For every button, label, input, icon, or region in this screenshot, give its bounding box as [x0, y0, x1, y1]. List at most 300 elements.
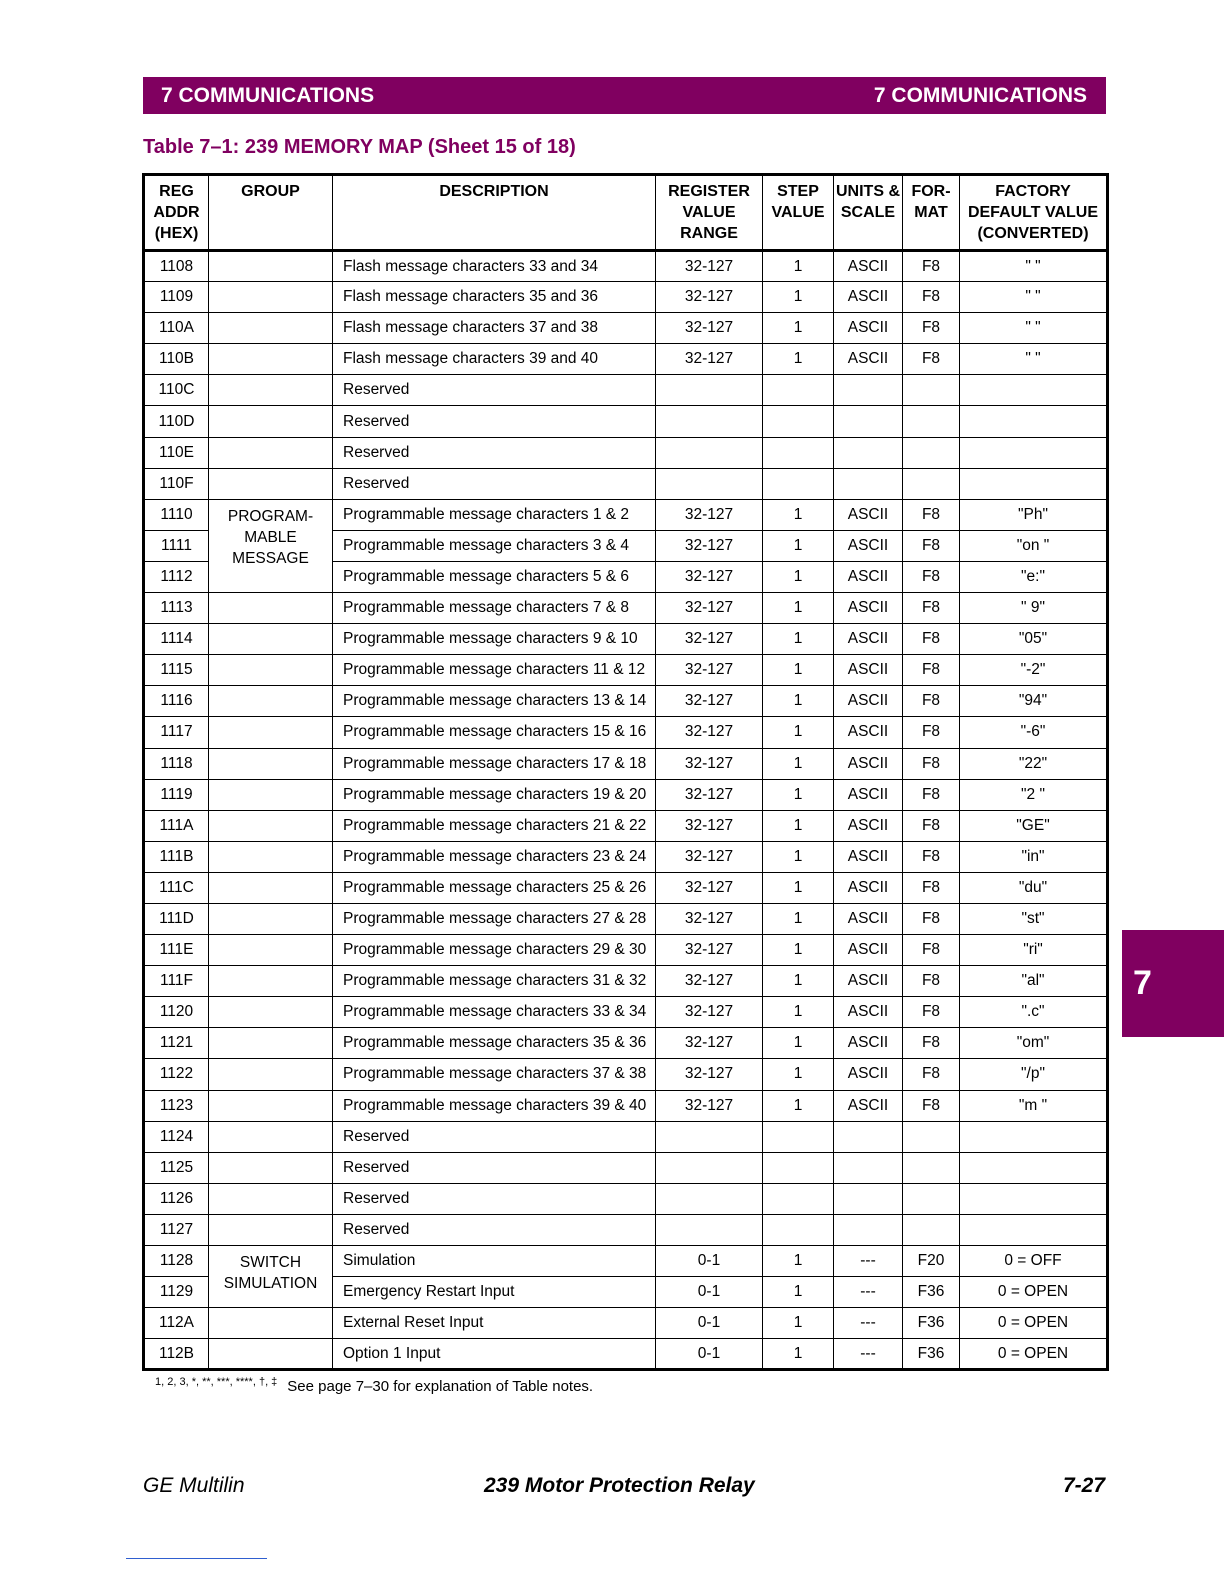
footer-page-number: 7-27	[1063, 1474, 1106, 1497]
section-header-bar	[143, 77, 1106, 114]
cell-format: F36	[903, 1277, 960, 1308]
header-line: REG	[159, 183, 194, 200]
cell-description: Flash message characters 37 and 38	[333, 313, 656, 344]
cell-units: ASCII	[834, 686, 903, 717]
table-row	[144, 686, 1108, 717]
cell-group	[209, 686, 333, 717]
cell-addr: 1126	[144, 1183, 209, 1214]
cell-description: Programmable message characters 3 & 4	[333, 530, 656, 561]
cell-default: 0 = OFF	[960, 1246, 1108, 1277]
cell-addr: 1128	[144, 1246, 209, 1277]
cell-format: F8	[903, 530, 960, 561]
cell-format: F8	[903, 748, 960, 779]
cell-step: 1	[763, 779, 834, 810]
cell-range: 32-127	[656, 530, 763, 561]
cell-units: ASCII	[834, 810, 903, 841]
table-row	[144, 251, 1108, 282]
cell-group	[209, 966, 333, 997]
cell-range	[656, 1121, 763, 1152]
table-header-row	[144, 175, 1108, 251]
cell-format	[903, 468, 960, 499]
header-line: (CONVERTED)	[977, 225, 1089, 242]
table-row	[144, 717, 1108, 748]
table-row	[144, 841, 1108, 872]
cell-addr: 110A	[144, 313, 209, 344]
cell-group	[209, 903, 333, 934]
cell-step: 1	[763, 282, 834, 313]
cell-step: 1	[763, 841, 834, 872]
cell-default	[960, 1214, 1108, 1245]
cell-group	[209, 935, 333, 966]
cell-format	[903, 1152, 960, 1183]
cell-group	[209, 748, 333, 779]
cell-description: Programmable message characters 33 & 34	[333, 997, 656, 1028]
cell-default: "94"	[960, 686, 1108, 717]
cell-format: F8	[903, 810, 960, 841]
cell-step: 1	[763, 903, 834, 934]
cell-units: ASCII	[834, 593, 903, 624]
cell-default: "st"	[960, 903, 1108, 934]
cell-step: 1	[763, 530, 834, 561]
cell-addr: 112B	[144, 1339, 209, 1370]
header-line: UNITS &	[836, 183, 900, 200]
cell-default	[960, 375, 1108, 406]
header-line: SCALE	[840, 204, 896, 221]
cell-step: 1	[763, 1028, 834, 1059]
table-notes	[155, 1376, 593, 1395]
table-row	[144, 1059, 1108, 1090]
cell-group	[209, 1214, 333, 1245]
cell-step: 1	[763, 1339, 834, 1370]
table-row	[144, 1121, 1108, 1152]
cell-format: F8	[903, 593, 960, 624]
cell-description: Programmable message characters 25 & 26	[333, 872, 656, 903]
cell-group	[209, 1246, 333, 1308]
cell-step: 1	[763, 313, 834, 344]
col-header-group	[209, 175, 333, 251]
cell-group	[209, 251, 333, 282]
cell-units	[834, 1214, 903, 1245]
cell-step: 1	[763, 593, 834, 624]
cell-group	[209, 872, 333, 903]
cell-addr: 111F	[144, 966, 209, 997]
cell-units: ASCII	[834, 841, 903, 872]
cell-default: "in"	[960, 841, 1108, 872]
cell-addr: 110F	[144, 468, 209, 499]
cell-addr: 111A	[144, 810, 209, 841]
table-row	[144, 935, 1108, 966]
cell-group	[209, 593, 333, 624]
cell-format: F8	[903, 841, 960, 872]
cell-addr: 1109	[144, 282, 209, 313]
cell-step: 1	[763, 344, 834, 375]
cell-default: " "	[960, 344, 1108, 375]
cell-units: ASCII	[834, 1090, 903, 1121]
cell-format: F8	[903, 966, 960, 997]
cell-addr: 1113	[144, 593, 209, 624]
cell-range	[656, 437, 763, 468]
cell-addr: 110D	[144, 406, 209, 437]
cell-description: Reserved	[333, 1214, 656, 1245]
cell-group	[209, 282, 333, 313]
cell-description: Programmable message characters 29 & 30	[333, 935, 656, 966]
cell-format	[903, 1214, 960, 1245]
cell-addr: 1112	[144, 561, 209, 592]
table-body	[144, 251, 1108, 1370]
cell-group	[209, 1059, 333, 1090]
cell-format: F8	[903, 655, 960, 686]
cell-units	[834, 437, 903, 468]
cell-default: "m "	[960, 1090, 1108, 1121]
cell-default	[960, 1152, 1108, 1183]
cell-addr: 1116	[144, 686, 209, 717]
cell-step: 1	[763, 1308, 834, 1339]
cell-description: Programmable message characters 15 & 16	[333, 717, 656, 748]
cell-range	[656, 1183, 763, 1214]
cell-units: ASCII	[834, 624, 903, 655]
section-header-right: 7 COMMUNICATIONS	[873, 83, 1087, 107]
cell-range: 32-127	[656, 251, 763, 282]
cell-units: ASCII	[834, 1059, 903, 1090]
chapter-tab: 7	[1122, 930, 1224, 1037]
cell-addr: 1120	[144, 997, 209, 1028]
cell-units	[834, 375, 903, 406]
cell-default	[960, 468, 1108, 499]
cell-default	[960, 406, 1108, 437]
cell-format: F8	[903, 686, 960, 717]
cell-addr: 1110	[144, 499, 209, 530]
header-line: RANGE	[680, 225, 738, 242]
cell-default: " "	[960, 313, 1108, 344]
cell-range: 32-127	[656, 1028, 763, 1059]
header-line: ADDR	[153, 204, 200, 221]
cell-group	[209, 810, 333, 841]
cell-format: F8	[903, 717, 960, 748]
cell-description: Programmable message characters 35 & 36	[333, 1028, 656, 1059]
cell-addr: 110E	[144, 437, 209, 468]
cell-units	[834, 1152, 903, 1183]
cell-format: F8	[903, 1028, 960, 1059]
cell-step	[763, 437, 834, 468]
cell-group	[209, 717, 333, 748]
cell-step: 1	[763, 1277, 834, 1308]
notes-symbols: 1, 2, 3, *, **, ***, ****, †, ‡	[155, 1376, 278, 1388]
cell-range: 32-127	[656, 686, 763, 717]
cell-step	[763, 406, 834, 437]
group-line: SWITCH	[239, 1254, 302, 1271]
cell-addr: 1121	[144, 1028, 209, 1059]
table-row	[144, 903, 1108, 934]
cell-addr: 1108	[144, 251, 209, 282]
cell-addr: 1127	[144, 1214, 209, 1245]
header-line: REGISTER	[668, 183, 750, 200]
header-line: FACTORY	[995, 183, 1071, 200]
cell-step	[763, 1121, 834, 1152]
cell-default: 0 = OPEN	[960, 1339, 1108, 1370]
col-header-desc	[333, 175, 656, 251]
cell-default: "al"	[960, 966, 1108, 997]
cell-group	[209, 344, 333, 375]
table-row	[144, 593, 1108, 624]
cell-description: Programmable message characters 19 & 20	[333, 779, 656, 810]
cell-default: "22"	[960, 748, 1108, 779]
header-line: FOR-	[911, 183, 951, 200]
cell-format: F8	[903, 935, 960, 966]
cell-addr: 1118	[144, 748, 209, 779]
cell-range: 32-127	[656, 841, 763, 872]
cell-default	[960, 437, 1108, 468]
cell-default: "05"	[960, 624, 1108, 655]
cell-range: 32-127	[656, 313, 763, 344]
header-line: VALUE	[771, 204, 825, 221]
cell-group	[209, 624, 333, 655]
cell-step	[763, 1152, 834, 1183]
cell-range: 0-1	[656, 1246, 763, 1277]
cell-description: Simulation	[333, 1246, 656, 1277]
cell-addr: 1122	[144, 1059, 209, 1090]
table-row	[144, 748, 1108, 779]
cell-units: ASCII	[834, 344, 903, 375]
cell-group	[209, 841, 333, 872]
cell-format: F36	[903, 1308, 960, 1339]
cell-format	[903, 406, 960, 437]
cell-addr: 1117	[144, 717, 209, 748]
cell-units: ASCII	[834, 530, 903, 561]
cell-step	[763, 1183, 834, 1214]
cell-addr: 110B	[144, 344, 209, 375]
table-row	[144, 624, 1108, 655]
cell-step: 1	[763, 872, 834, 903]
table-row	[144, 1152, 1108, 1183]
cell-group	[209, 997, 333, 1028]
cell-range: 32-127	[656, 344, 763, 375]
cell-format: F8	[903, 997, 960, 1028]
cell-range: 0-1	[656, 1308, 763, 1339]
cell-step: 1	[763, 561, 834, 592]
cell-group	[209, 1339, 333, 1370]
cell-units: ASCII	[834, 872, 903, 903]
cell-range	[656, 1214, 763, 1245]
cell-description: Reserved	[333, 437, 656, 468]
cell-description: External Reset Input	[333, 1308, 656, 1339]
cell-format: F8	[903, 561, 960, 592]
table-row	[144, 1308, 1108, 1339]
cell-units: ---	[834, 1339, 903, 1370]
cell-addr: 1125	[144, 1152, 209, 1183]
cell-step: 1	[763, 810, 834, 841]
footer-company: GE Multilin	[143, 1474, 245, 1497]
cell-description: Programmable message characters 13 & 14	[333, 686, 656, 717]
table-row	[144, 313, 1108, 344]
cell-group	[209, 1090, 333, 1121]
col-header-range	[656, 175, 763, 251]
cell-range: 32-127	[656, 1059, 763, 1090]
cell-units: ASCII	[834, 561, 903, 592]
table-row	[144, 499, 1108, 530]
cell-format	[903, 1183, 960, 1214]
cell-format: F8	[903, 251, 960, 282]
cell-description: Reserved	[333, 406, 656, 437]
cell-addr: 111B	[144, 841, 209, 872]
cell-range: 32-127	[656, 935, 763, 966]
cell-range: 0-1	[656, 1339, 763, 1370]
cell-addr: 1123	[144, 1090, 209, 1121]
header-line: STEP	[777, 183, 819, 200]
cell-step	[763, 1214, 834, 1245]
cell-description: Programmable message characters 39 & 40	[333, 1090, 656, 1121]
table-row	[144, 872, 1108, 903]
table-row	[144, 779, 1108, 810]
cell-description: Programmable message characters 9 & 10	[333, 624, 656, 655]
cell-group	[209, 655, 333, 686]
cell-step: 1	[763, 1059, 834, 1090]
cell-default: "GE"	[960, 810, 1108, 841]
cell-units: ASCII	[834, 997, 903, 1028]
cell-range: 32-127	[656, 872, 763, 903]
table-row	[144, 282, 1108, 313]
cell-step: 1	[763, 686, 834, 717]
cell-description: Programmable message characters 23 & 24	[333, 841, 656, 872]
table-row	[144, 468, 1108, 499]
table-row	[144, 1028, 1108, 1059]
col-header-addr	[144, 175, 209, 251]
cell-range: 32-127	[656, 624, 763, 655]
cell-default: "Ph"	[960, 499, 1108, 530]
cell-step: 1	[763, 997, 834, 1028]
notes-text: See page 7–30 for explanation of Table notes.	[287, 1378, 594, 1395]
cell-addr: 1111	[144, 530, 209, 561]
cell-description: Reserved	[333, 1183, 656, 1214]
group-line: MABLE	[244, 528, 297, 546]
cell-units: ASCII	[834, 282, 903, 313]
cell-group	[209, 406, 333, 437]
table-row	[144, 375, 1108, 406]
cell-addr: 111C	[144, 872, 209, 903]
cell-group	[209, 375, 333, 406]
cell-default: " "	[960, 251, 1108, 282]
cell-step: 1	[763, 624, 834, 655]
cell-addr: 111D	[144, 903, 209, 934]
cell-range: 32-127	[656, 499, 763, 530]
cell-step: 1	[763, 655, 834, 686]
cell-description: Programmable message characters 21 & 22	[333, 810, 656, 841]
cell-description: Flash message characters 33 and 34	[333, 251, 656, 282]
table-row	[144, 1339, 1108, 1370]
cell-range	[656, 375, 763, 406]
cell-addr: 112A	[144, 1308, 209, 1339]
cell-group	[209, 1121, 333, 1152]
cell-group	[209, 1308, 333, 1339]
cell-default: "om"	[960, 1028, 1108, 1059]
cell-addr: 1129	[144, 1277, 209, 1308]
cell-default: "on "	[960, 530, 1108, 561]
cell-format: F20	[903, 1246, 960, 1277]
cell-format: F8	[903, 1090, 960, 1121]
col-header-units	[834, 175, 903, 251]
cell-format	[903, 1121, 960, 1152]
cell-default: " 9"	[960, 593, 1108, 624]
cell-addr: 1114	[144, 624, 209, 655]
cell-range: 32-127	[656, 593, 763, 624]
memory-map-table	[142, 173, 1109, 1371]
cell-units: ASCII	[834, 499, 903, 530]
cell-group	[209, 468, 333, 499]
cell-range: 32-127	[656, 282, 763, 313]
cell-units	[834, 1121, 903, 1152]
cell-units: ASCII	[834, 748, 903, 779]
cell-units	[834, 406, 903, 437]
cell-default: " "	[960, 282, 1108, 313]
cell-description: Programmable message characters 7 & 8	[333, 593, 656, 624]
cell-addr: 1124	[144, 1121, 209, 1152]
cell-units	[834, 1183, 903, 1214]
cell-format: F8	[903, 779, 960, 810]
cell-units: ASCII	[834, 966, 903, 997]
header-line: GROUP	[241, 183, 300, 200]
cell-units: ASCII	[834, 655, 903, 686]
cell-addr: 111E	[144, 935, 209, 966]
cell-description: Programmable message characters 27 & 28	[333, 903, 656, 934]
table-row	[144, 1090, 1108, 1121]
table-row	[144, 966, 1108, 997]
cell-format	[903, 375, 960, 406]
cell-description: Programmable message characters 11 & 12	[333, 655, 656, 686]
bottom-rule	[126, 1558, 267, 1559]
cell-description: Emergency Restart Input	[333, 1277, 656, 1308]
header-line: DEFAULT VALUE	[967, 204, 1099, 221]
cell-range: 32-127	[656, 966, 763, 997]
cell-addr: 1119	[144, 779, 209, 810]
cell-format: F8	[903, 499, 960, 530]
group-line: MESSAGE	[232, 549, 309, 567]
cell-range: 32-127	[656, 717, 763, 748]
cell-units: ---	[834, 1246, 903, 1277]
cell-default: 0 = OPEN	[960, 1277, 1108, 1308]
table-row	[144, 1183, 1108, 1214]
cell-range: 32-127	[656, 997, 763, 1028]
cell-default: 0 = OPEN	[960, 1308, 1108, 1339]
header-line: MAT	[914, 204, 948, 221]
header-line: VALUE	[682, 204, 736, 221]
table-row	[144, 344, 1108, 375]
cell-units: ---	[834, 1277, 903, 1308]
cell-format: F8	[903, 313, 960, 344]
cell-step: 1	[763, 499, 834, 530]
cell-description: Option 1 Input	[333, 1339, 656, 1370]
cell-description: Reserved	[333, 375, 656, 406]
group-line: SIMULATION	[223, 1275, 318, 1292]
cell-range: 32-127	[656, 1090, 763, 1121]
cell-format: F8	[903, 624, 960, 655]
cell-step: 1	[763, 966, 834, 997]
cell-addr: 110C	[144, 375, 209, 406]
cell-default: "-6"	[960, 717, 1108, 748]
cell-group	[209, 313, 333, 344]
cell-format	[903, 437, 960, 468]
table-row	[144, 655, 1108, 686]
cell-step: 1	[763, 717, 834, 748]
cell-range	[656, 406, 763, 437]
cell-format: F8	[903, 282, 960, 313]
cell-description: Programmable message characters 17 & 18	[333, 748, 656, 779]
cell-step	[763, 375, 834, 406]
cell-default: "ri"	[960, 935, 1108, 966]
cell-description: Reserved	[333, 1152, 656, 1183]
cell-units: ASCII	[834, 251, 903, 282]
cell-description: Programmable message characters 5 & 6	[333, 561, 656, 592]
cell-range: 32-127	[656, 903, 763, 934]
cell-range	[656, 468, 763, 499]
